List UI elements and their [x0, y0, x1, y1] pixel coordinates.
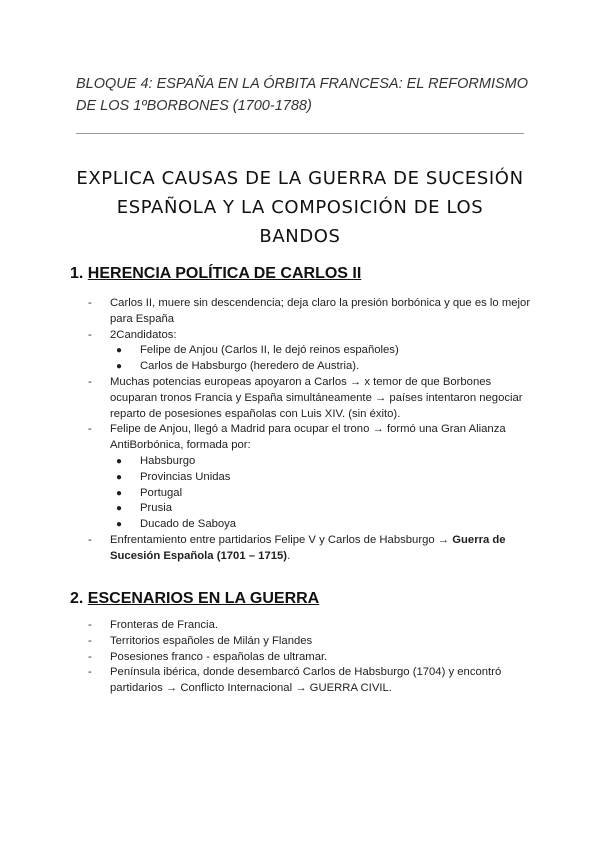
item-text: Territorios españoles de Milán y Flandes	[110, 634, 313, 647]
sub-item-text: Habsburgo	[140, 454, 196, 467]
section-1-number: 1.	[70, 265, 84, 282]
dash-marker: -	[88, 666, 92, 679]
section-1-heading	[70, 265, 361, 283]
sub-list-item	[88, 517, 538, 533]
bullet-marker: ●	[116, 345, 123, 357]
item-trailing-text: .	[287, 549, 291, 562]
sub-item-text: Carlos de Habsburgo (heredero de Austria).	[140, 360, 360, 373]
item-text: Muchas potencias europeas apoyaron a Carlos → x temor de que Borbones ocuparan tronos Francia y España simultáneamente → países intentaron negociar reparto de posesiones españolas con Luis XIV. (sin éxito).	[110, 375, 523, 420]
document-header: BLOQUE 4: ESPAÑA EN LA ÓRBITA FRANCESA: EL REFORMISMO DE LOS 1ºBORBONES (1700-1788)	[76, 76, 529, 114]
item-text: Posesiones franco - españolas de ultramar.	[110, 650, 328, 663]
dash-marker: -	[88, 423, 92, 436]
dash-marker: -	[88, 297, 92, 309]
item-text: Carlos II, muere sin descendencia; deja claro la presión borbónica y que es lo mejor para España	[110, 297, 531, 325]
list-item	[88, 328, 538, 344]
list-item	[88, 375, 538, 422]
sub-item-text: Provincias Unidas	[140, 470, 231, 483]
item-text: 2Candidatos:	[110, 328, 177, 341]
bullet-marker: ●	[116, 503, 123, 515]
sub-item-text: Portugal	[140, 486, 183, 499]
sub-item-text: Prusia	[140, 502, 173, 515]
bullet-marker: ●	[116, 519, 123, 531]
title-line-2: ESPAÑOLA Y LA COMPOSICIÓN DE LOS	[116, 197, 484, 218]
sub-list-item	[88, 501, 538, 517]
sub-item-text: Felipe de Anjou (Carlos II, le dejó reinos españoles)	[140, 344, 399, 357]
section-1-list	[88, 296, 538, 565]
list-item	[88, 634, 538, 650]
sub-item-text: Ducado de Saboya	[140, 518, 237, 531]
dash-marker: -	[88, 328, 92, 341]
dash-marker: -	[88, 619, 92, 631]
item-text: Felipe de Anjou, llegó a Madrid para ocupar el trono → formó una Gran Alianza AntiBorbónica, formada por:	[110, 423, 506, 452]
bullet-marker: ●	[116, 361, 123, 373]
list-item	[88, 533, 538, 565]
sub-list-item	[88, 359, 538, 375]
section-2-label: ESCENARIOS EN LA GUERRA	[87, 590, 320, 607]
bullet-marker: ●	[116, 471, 123, 483]
section-2-heading	[70, 590, 319, 608]
title-line-1: EXPLICA CAUSAS DE LA GUERRA DE SUCESIÓN	[76, 168, 524, 189]
sub-list-item	[88, 470, 538, 486]
dash-marker: -	[88, 650, 92, 663]
item-text: Fronteras de Francia.	[110, 619, 218, 631]
list-item	[88, 422, 538, 454]
list-item	[88, 650, 538, 666]
dash-marker: -	[88, 634, 92, 647]
list-item	[88, 665, 538, 697]
section-2-number: 2.	[70, 590, 84, 607]
list-item	[88, 618, 538, 634]
item-bold-text: Guerra de Sucesión Española (1701 – 1715)	[110, 533, 506, 562]
header-divider	[76, 133, 524, 134]
main-title	[60, 164, 540, 251]
dash-marker: -	[88, 533, 92, 546]
bullet-marker: ●	[116, 487, 123, 499]
item-text: Enfrentamiento entre partidarios Felipe V y Carlos de Habsburgo →	[110, 533, 453, 546]
sub-list-item	[88, 486, 538, 502]
dash-marker: -	[88, 375, 92, 388]
list-item	[88, 296, 538, 328]
title-line-3: BANDOS	[259, 226, 341, 247]
section-2-list	[88, 618, 538, 697]
section-1-label: HERENCIA POLÍTICA DE CARLOS II	[87, 265, 362, 282]
bullet-marker: ●	[116, 455, 123, 467]
sub-list-item	[88, 343, 538, 359]
sub-list-item	[88, 454, 538, 470]
item-text: Península ibérica, donde desembarcó Carlos de Habsburgo (1704) y encontró partidarios → Conflicto Internacional → GUERRA CIVIL.	[110, 666, 502, 695]
